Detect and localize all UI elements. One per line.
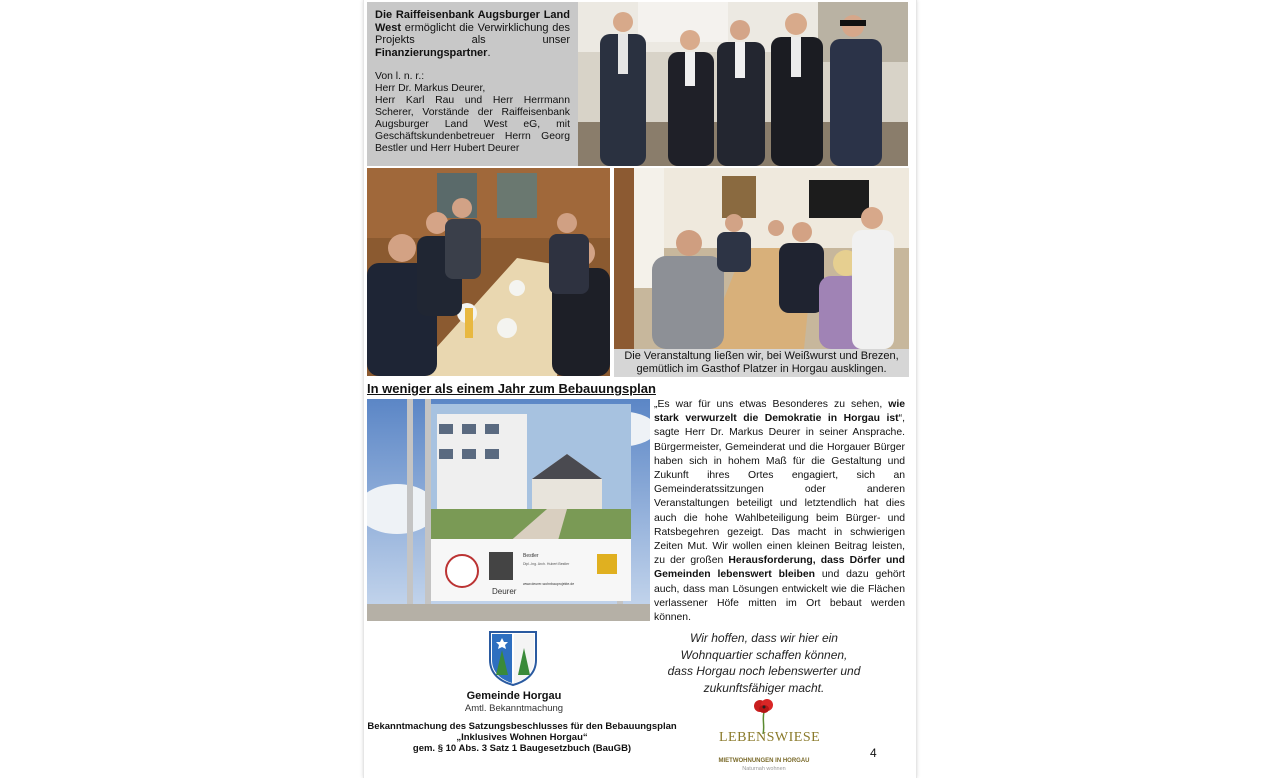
names-caption-line: Herr Karl Rau und Herr Herrmann Scherer, Vorstände der Raiffeisenbank Augsburger Land West eG, mit Geschäftskundenbetreuer Herrn Georg Bestler und Herr Hubert Deurer [375, 95, 570, 155]
hope-line: zukunftsfähiger macht. [703, 680, 825, 695]
gemeinde-crest-icon [488, 630, 538, 686]
logo-tagline: MIETWOHNUNGEN IN HORGAU [718, 758, 810, 764]
intro-end: . [487, 46, 491, 59]
logo-tagline-2: Naturnah wohnen [742, 766, 786, 772]
bank-name: Die Raiffeisenbank Augsburger Land West [375, 9, 570, 34]
names-caption [375, 71, 570, 155]
article-text [654, 398, 905, 625]
logo-name: LEBENSWIESE [719, 730, 821, 745]
announcement-line: „Inklusives Wohnen Horgau“ [456, 732, 588, 743]
intro-text: ermöglicht die Verwirklichung des Projekts als unser [375, 21, 570, 47]
names-caption-line: Herr Dr. Markus Deurer, [375, 83, 486, 95]
billboard-url: www.deurer-wohnbauprojekte.de [523, 582, 575, 586]
hope-line: Wir hoffen, dass wir hier ein [690, 631, 838, 645]
hope-line: dass Horgau noch lebenswerter und [667, 664, 861, 678]
hope-line: Wohnquartier schaffen können, [680, 647, 848, 662]
dinner-caption: Die Veranstaltung ließen wir, bei Weißwurst und Brezen, gemütlich im Gasthof Platzer in Horgau ausklingen. [614, 349, 909, 377]
announcement-line: gem. § 10 Abs. 3 Satz 1 Baugesetzbuch (BauGB) [412, 743, 632, 754]
announcement-line: Bekanntmachung des Satzungsbeschlusses für den Bebauungsplan [367, 721, 677, 732]
dinner-photo-left [367, 168, 610, 376]
page-number: 4 [870, 746, 877, 760]
article-part: “, sagte Herr Dr. Markus Deurer in seiner Ansprache. Bürgermeister, Gemeinderat und die Horgauer Bürger haben sich in hohem Maß für die Gestaltung und Zukunft ihres Ortes engagiert, sich an Gemeinderatssitzungen oder anderen Veranstaltungen beteiligt und letztendlich hat dies auch die hohe Wahlbeteiligung beim Bürger- und Ratsbegehren gezeigt. Das macht in schwierigen Zeiten Mut. Wir wollen einen kleinen Beitrag leisten, zu der großen [654, 413, 905, 567]
hope-quote [649, 630, 879, 696]
document-page [364, 0, 916, 778]
group-photo [578, 2, 908, 166]
poppy-flower-icon [752, 698, 776, 734]
article-part: „Es war für uns etwas Besonderes zu sehen, [654, 399, 889, 410]
billboard-brand: Deurer [492, 587, 517, 596]
sponsor-intro [375, 9, 570, 59]
billboard-firm: Bestler [523, 553, 539, 559]
gemeinde-name: Gemeinde Horgau [466, 690, 562, 702]
article-bold: Herausforderung, dass Dörfer und Gemeinden lebenswert bleiben [654, 555, 905, 581]
article-part: und dazu gehört auch, dass man Lösungen entwickelt wie die Flächen verlassener Höfe mitten im Ort bebaut werden können. [654, 569, 905, 624]
dinner-photo-right [614, 168, 909, 349]
article-bold: wie stark verwurzelt die Demokratie in Horgau ist [654, 399, 905, 425]
photo-caption-box [367, 2, 578, 166]
billboard-firm-line: Dipl.-Ing. Arch. Hubert Bestler [523, 562, 570, 566]
gemeinde-subtitle: Amtl. Bekanntmachung [464, 703, 564, 714]
section-heading: In weniger als einem Jahr zum Bebauungsplan [367, 381, 656, 396]
billboard-photo [367, 399, 650, 621]
announcement [367, 721, 677, 754]
partner-role: Finanzierungspartner [375, 46, 488, 59]
names-caption-line: Von l. n. r.: [375, 71, 425, 83]
